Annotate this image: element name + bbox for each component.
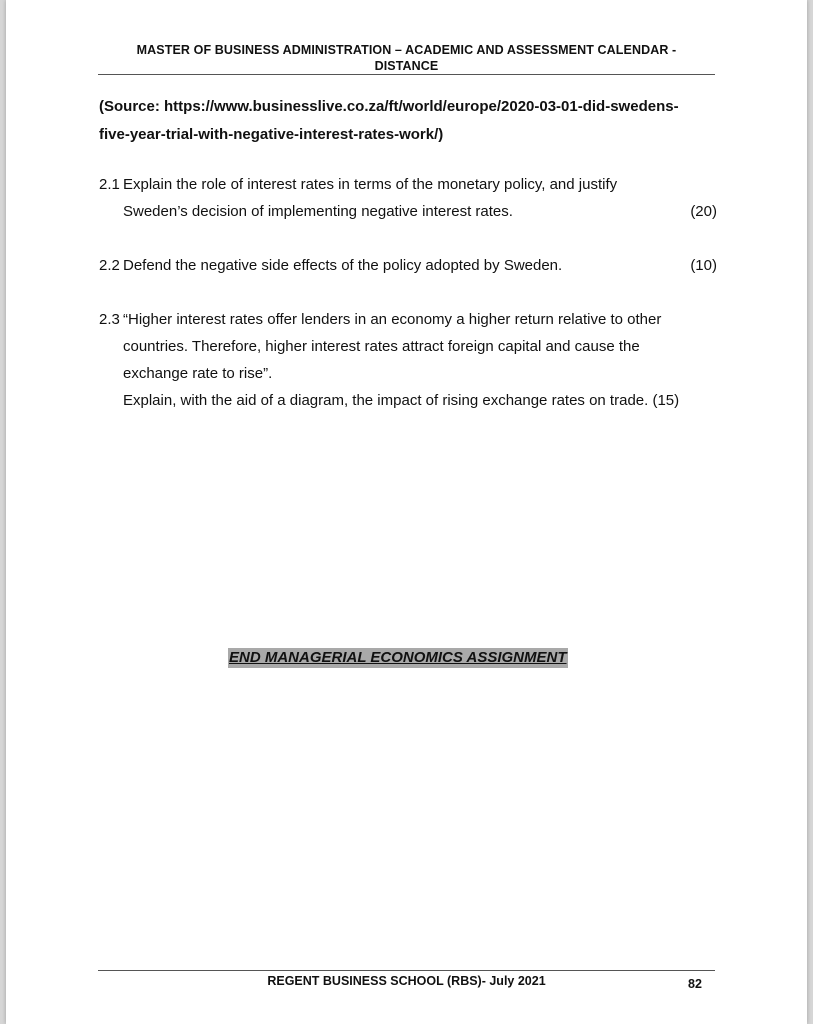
question-number: 2.3 — [99, 311, 120, 328]
source-line-2: five-year-trial-with-negative-interest-rates-work/) — [99, 126, 444, 143]
question-line: Explain, with the aid of a diagram, the impact of rising exchange rates on trade. (15) — [123, 392, 680, 409]
footer-text: REGENT BUSINESS SCHOOL (RBS)- July 2021 — [267, 974, 546, 988]
question-line: Explain the role of interest rates in terms of the monetary policy, and justify — [123, 176, 618, 193]
question-line: Sweden’s decision of implementing negative interest rates. — [123, 203, 513, 220]
question-number: 2.1 — [99, 176, 120, 193]
question-2-1 — [99, 171, 717, 225]
document-page — [6, 0, 807, 1024]
question-2-2 — [99, 252, 717, 279]
page-number: 82 — [688, 977, 702, 991]
footer-divider — [98, 970, 715, 971]
question-line: countries. Therefore, higher interest rates attract foreign capital and cause the — [123, 338, 640, 355]
end-assignment-title: END MANAGERIAL ECONOMICS ASSIGNMENT — [229, 649, 567, 666]
header-title-line-1: MASTER OF BUSINESS ADMINISTRATION – ACADEMIC AND ASSESSMENT CALENDAR - — [136, 43, 677, 57]
source-citation — [99, 93, 719, 149]
question-number: 2.2 — [99, 257, 120, 274]
question-line: Defend the negative side effects of the policy adopted by Sweden. — [123, 257, 563, 274]
question-2-3 — [99, 306, 717, 414]
question-line: “Higher interest rates offer lenders in an economy a higher return relative to other — [123, 311, 662, 328]
question-marks: (20) — [690, 203, 717, 220]
source-line-1: (Source: https://www.businesslive.co.za/ft/world/europe/2020-03-01-did-swedens- — [99, 98, 679, 115]
page-header — [98, 42, 715, 74]
header-title-line-2: DISTANCE — [374, 59, 439, 73]
question-marks: (10) — [690, 257, 717, 274]
header-divider — [98, 74, 715, 75]
question-line: exchange rate to rise”. — [123, 365, 273, 382]
